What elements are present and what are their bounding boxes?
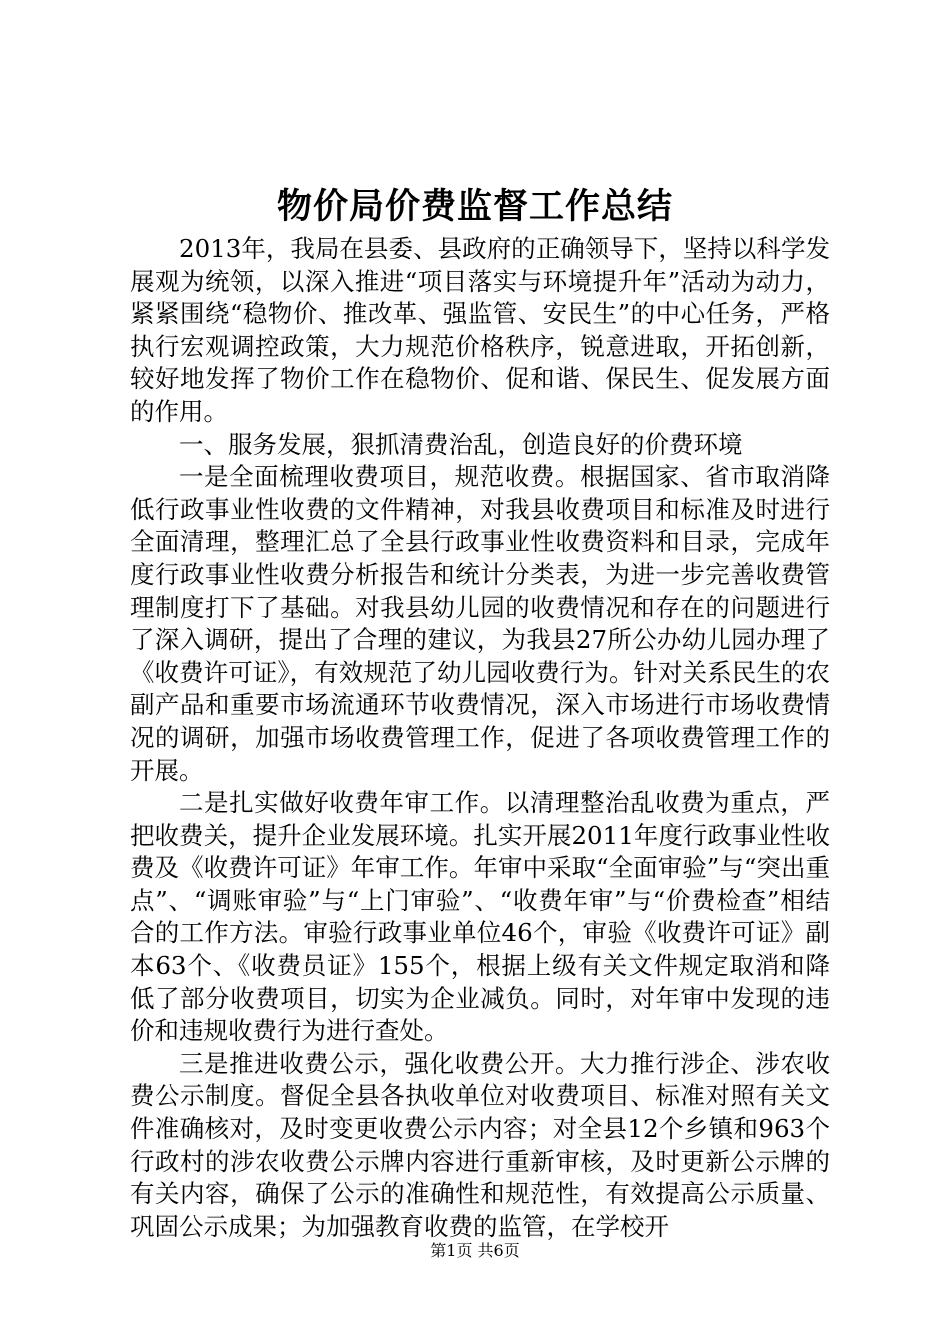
document-body: [130, 233, 830, 1243]
document-title: 物价局价费监督工作总结: [276, 186, 673, 227]
paragraph-item-1: 一是全面梳理收费项目，规范收费。根据国家、省市取消降低行政事业性收费的文件精神，对我县收费项目和标准及时进行全面清理，整理汇总了全县行政事业性收费资料和目录，完成年度行政事业性收费分析报告和统计分类表，为进一步完善收费管理制度打下了基础。对我县幼儿园的收费情况和存在的问题进行了深入调研，提出了合理的建议，为我县27所公办幼儿园办理了《收费许可证》，有效规范了幼儿园收费行为。针对关系民生的农副产品和重要市场流通环节收费情况，深入市场进行市场收费情况的调研，加强市场收费管理工作，促进了各项收费管理工作的开展。: [130, 462, 830, 785]
section-heading-1: 一、服务发展，狠抓清费治乱，创造良好的价费环境: [179, 429, 743, 459]
paragraph-intro: 2013年，我局在县委、县政府的正确领导下，坚持以科学发展观为统领，以深入推进“项目落实与环境提升年”活动为动力，紧紧围绕“稳物价、推改革、强监管、安民生”的中心任务，严格执行宏观调控政策，大力规范价格秩序，锐意进取，开拓创新，较好地发挥了物价工作在稳物价、促和谐、保民生、促发展方面的作用。: [130, 234, 830, 426]
paragraph-item-2: 二是扎实做好收费年审工作。以清理整治乱收费为重点，严把收费关，提升企业发展环境。扎实开展2011年度行政事业性收费及《收费许可证》年审工作。年审中采取“全面审验”与“突出重点”、“调账审验”与“上门审验”、“收费年审”与“价费检查”相结合的工作方法。审验行政事业单位46个，审验《收费许可证》副本63个、《收费员证》155个，根据上级有关文件规定取消和降低了部分收费项目，切实为企业减负。同时，对年审中发现的违价和违规收费行为进行查处。: [130, 788, 830, 1046]
page-number-footer: 第1页 共6页: [430, 1241, 520, 1260]
paragraph-item-3: 三是推进收费公示，强化收费公开。大力推行涉企、涉农收费公示制度。督促全县各执收单位对收费项目、标准对照有关文件准确核对，及时变更收费公示内容；对全县12个乡镇和963个行政村的涉农收费公示牌内容进行重新审核，及时更新公示牌的有关内容，确保了公示的准确性和规范性，有效提高公示质量、巩固公示成果；为加强教育收费的监管，在学校开: [130, 1048, 830, 1241]
